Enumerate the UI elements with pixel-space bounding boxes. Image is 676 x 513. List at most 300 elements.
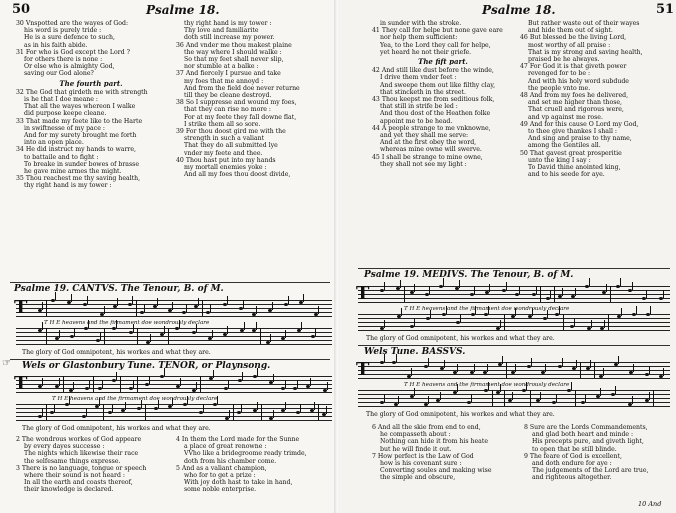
note-stem xyxy=(69,396,70,404)
note-stem xyxy=(620,278,621,286)
verse-line: he compasseth about : xyxy=(380,431,451,439)
note-stem xyxy=(540,392,541,400)
verse-line: 49 And for this cause O Lord my God, xyxy=(520,120,639,128)
note-stem xyxy=(506,282,507,290)
initial-capital-t: T xyxy=(14,297,28,318)
verse-line: 2 The wondrous workes of God appeare xyxy=(16,436,142,443)
verse-line: 50 That gavest great prosperitie xyxy=(520,149,622,157)
verse-line: among the Gentiles all. xyxy=(528,142,601,150)
note-stem xyxy=(571,382,572,390)
note-stem xyxy=(158,400,159,408)
verse-line: praised be he alwayes. xyxy=(528,56,600,64)
note-stem xyxy=(532,308,533,316)
note-stem xyxy=(663,290,664,298)
verse-line: 34 He did instruct my hands to warre, xyxy=(16,146,137,154)
left-bottom-column-1 xyxy=(16,436,168,494)
section-rule xyxy=(358,268,670,269)
music-staff xyxy=(356,359,670,380)
note-stem xyxy=(42,408,43,416)
note-stem xyxy=(500,320,501,328)
note-stem xyxy=(396,354,397,362)
note-stem xyxy=(556,394,557,402)
staff-line xyxy=(358,390,670,391)
note-stem xyxy=(502,356,503,364)
note-stem xyxy=(633,364,634,372)
staff-gloria-line: The glory of God omnipotent, his workes and what they are. xyxy=(366,411,555,418)
note-stem xyxy=(474,364,475,372)
right-verse-column-2 xyxy=(520,20,670,178)
verse-line: 8 Sure are the Lords Commandements, xyxy=(524,424,648,431)
bar-line xyxy=(168,328,169,344)
verse-line: as in his faith abide. xyxy=(24,41,88,49)
bar-line xyxy=(137,328,138,344)
note-stem xyxy=(102,380,103,388)
verse-line: 3 There is no language, tongue or speech xyxy=(16,464,147,472)
note-stem xyxy=(196,382,197,390)
note-stem xyxy=(125,402,126,410)
verse-line: that they can rise no more : xyxy=(184,106,271,114)
staff-line xyxy=(16,340,332,341)
note-stem xyxy=(301,322,302,330)
verse-line: And for my surety brought me forth xyxy=(24,132,137,140)
note-stem xyxy=(589,278,590,286)
bar-line xyxy=(120,376,121,392)
note-stem xyxy=(314,402,315,410)
verse-line: The judgements of the Lord are true, xyxy=(532,467,649,475)
note-stem xyxy=(86,408,87,416)
tune-title: Psalme 19. MEDIVS. The Tenour, B. of M. xyxy=(364,270,574,280)
note-stem xyxy=(515,364,516,372)
music-staff xyxy=(14,297,332,318)
verse-line: they shall not see my light : xyxy=(380,160,467,168)
note-stem xyxy=(54,404,55,412)
note-stem xyxy=(244,322,245,330)
note-stem xyxy=(150,334,151,342)
staff-lyric: T H E heavens and the firmament doe wondrously declare xyxy=(404,306,570,312)
note-stem xyxy=(213,370,214,378)
note-stem xyxy=(585,394,586,402)
note-stem xyxy=(663,368,664,376)
note-stem xyxy=(327,382,328,390)
note-stem xyxy=(515,308,516,316)
note-stem xyxy=(257,402,258,410)
bar-line xyxy=(63,376,64,392)
staff-line xyxy=(358,398,670,399)
bar-line xyxy=(504,390,505,406)
note-stem xyxy=(618,356,619,364)
verse-line: and glad both heart and minde : xyxy=(532,431,634,439)
note-stem xyxy=(310,378,311,386)
note-stem xyxy=(144,304,145,312)
verse-line: the people vnto me. xyxy=(528,84,591,92)
note-stem xyxy=(288,296,289,304)
music-staff xyxy=(16,404,332,422)
verse-line: 42 And still like dust before the winde, xyxy=(372,67,494,75)
note-stem xyxy=(315,328,316,336)
staff-line xyxy=(358,326,670,327)
bar-line xyxy=(540,286,541,302)
staff-line xyxy=(16,392,332,393)
music-staff xyxy=(358,314,670,332)
note-stem xyxy=(536,286,537,294)
note-stem xyxy=(460,314,461,322)
note-stem xyxy=(444,360,445,368)
note-stem xyxy=(180,378,181,386)
note-stem xyxy=(59,378,60,386)
verse-line: To breake in sunder bowes of brasse xyxy=(24,160,139,168)
verse-line: their knowledge is declared. xyxy=(24,486,114,494)
staff-line xyxy=(358,318,670,319)
note-stem xyxy=(636,306,637,314)
note-stem xyxy=(649,392,650,400)
verse-line: And sing and praise to thy name, xyxy=(528,135,632,143)
verse-line: So that my feet shall never slip, xyxy=(184,56,284,64)
note-stem xyxy=(471,394,472,402)
verse-line: but he will finde it out. xyxy=(380,445,452,453)
note-stem xyxy=(384,320,385,328)
verse-line: 44 A people strange to me vnknowne, xyxy=(372,124,491,132)
note-stem xyxy=(430,310,431,318)
music-staff xyxy=(358,390,670,408)
staff-line xyxy=(16,328,332,329)
staff-line xyxy=(16,300,332,301)
note-stem xyxy=(198,298,199,306)
note-stem xyxy=(590,360,591,368)
note-stem xyxy=(88,320,89,328)
left-verse-column-2 xyxy=(176,20,328,178)
initial-capital-t: T xyxy=(356,283,370,304)
staff-line xyxy=(16,308,332,309)
verse-line: 36 And vnder me thou makest plaine xyxy=(176,41,292,49)
verse-line: who for to get a prize : xyxy=(184,472,256,480)
verse-line: That all the wayes whereon I walke xyxy=(24,103,136,111)
verse-line: In all the earth and coasts thereof, xyxy=(24,479,133,487)
verse-line: Thy love and familiarite xyxy=(184,27,259,35)
verse-line: to open that be still blinde. xyxy=(532,445,617,453)
verse-line: and set me higher than those, xyxy=(528,99,622,107)
tune-title: Wels Tune. BASSVS. xyxy=(364,347,466,357)
verse-line: is he that I doe meane : xyxy=(24,96,98,104)
verse-line: Yea, to the Lord they call for helpe, xyxy=(380,41,491,49)
verse-line: For at my feete they fall downe flat, xyxy=(184,113,297,121)
staff-line xyxy=(358,362,670,363)
verse-line: my foes that me annoyd : xyxy=(184,77,264,85)
note-stem xyxy=(526,382,527,390)
note-stem xyxy=(621,308,622,316)
verse-line: 5 And as a valiant champion, xyxy=(176,464,267,472)
staff-line xyxy=(358,322,670,323)
note-stem xyxy=(562,358,563,366)
verse-line: 33 That made my feete like to the Harte xyxy=(16,117,143,125)
note-stem xyxy=(217,396,218,404)
note-stem xyxy=(615,386,616,394)
initial-capital-t: T xyxy=(14,373,28,394)
note-stem xyxy=(512,392,513,400)
note-stem xyxy=(459,280,460,288)
staff-line xyxy=(358,302,670,303)
part-heading: The fift part. xyxy=(418,58,468,66)
verse-line: and righteous altogether. xyxy=(532,474,612,482)
note-stem xyxy=(112,404,113,412)
note-stem xyxy=(133,324,134,332)
note-stem xyxy=(227,296,228,304)
verse-line: And thou dost of the Heathen folke xyxy=(380,110,491,118)
verse-line: 47 For God it is that giveth power xyxy=(520,63,627,71)
tune-title: Wels or Glastonbury Tune. TENOR, or Playnsong. xyxy=(22,361,271,371)
staff-gloria-line: The glory of God omnipotent, his workes and what they are. xyxy=(366,335,555,342)
verse-line: yet heard he not their griefe. xyxy=(380,48,472,56)
bar-line xyxy=(504,314,505,330)
note-stem xyxy=(133,380,134,388)
note-stem xyxy=(104,306,105,314)
left-page-number: 50 xyxy=(12,2,31,17)
verse-line: But rather waste out of their wayes xyxy=(528,20,640,27)
bar-line xyxy=(46,300,47,316)
verse-line: in swiftnesse of my pace : xyxy=(24,124,105,132)
verse-line: With joy doth hast to take in hand, xyxy=(184,479,293,487)
note-stem xyxy=(489,284,490,292)
note-stem xyxy=(398,396,399,404)
staff-line xyxy=(16,312,332,313)
note-stem xyxy=(531,358,532,366)
verse-line: That they do all submitted lye xyxy=(184,142,278,150)
verse-line: nor stumble at a balke : xyxy=(184,63,259,71)
note-stem xyxy=(71,294,72,302)
verse-line: till they be cleane destroyd. xyxy=(184,92,272,100)
note-stem xyxy=(440,392,441,400)
music-staff xyxy=(356,283,670,304)
note-stem xyxy=(74,328,75,336)
verse-line: doth still increase my power. xyxy=(184,34,275,42)
verse-line: most worthy of all praise : xyxy=(528,41,611,49)
staff-lyric: T H E heavens and the firmament doe wondrously declare xyxy=(52,396,218,402)
note-stem xyxy=(132,296,133,304)
note-stem xyxy=(632,282,633,290)
left-verse-column-1 xyxy=(16,20,166,190)
note-stem xyxy=(157,298,158,306)
note-stem xyxy=(196,324,197,332)
note-stem xyxy=(474,286,475,294)
note-stem xyxy=(414,284,415,292)
verse-line: and doth endure for aye : xyxy=(532,460,612,468)
verse-line: 9 The feare of God is excellent, xyxy=(524,452,622,460)
verse-line: to thee give thankes I shall : xyxy=(528,128,617,136)
verse-line: 43 Thou keepst me from seditious folk, xyxy=(372,96,495,104)
note-stem xyxy=(186,304,187,312)
note-stem xyxy=(89,380,90,388)
verse-line: and to his seede for aye. xyxy=(528,171,605,179)
staff-line xyxy=(358,406,670,407)
bar-line xyxy=(261,404,262,420)
verse-line: VVho like a bridegroome ready trimde, xyxy=(184,450,307,458)
verse-line: revenged for to be : xyxy=(528,70,591,78)
note-stem xyxy=(257,368,258,376)
bar-line xyxy=(200,376,201,392)
pointing-hand-icon: ☞ xyxy=(2,358,11,369)
note-stem xyxy=(117,298,118,306)
bar-line xyxy=(653,390,654,406)
note-stem xyxy=(179,320,180,328)
verse-line: He is a sure defence to such, xyxy=(24,34,115,42)
staff-line xyxy=(16,316,332,317)
verse-line: 4 In them the Lord made for the Sunne xyxy=(176,436,300,443)
right-page-number: 51 xyxy=(656,2,675,17)
note-stem xyxy=(297,380,298,388)
note-stem xyxy=(149,376,150,384)
note-stem xyxy=(256,306,257,314)
note-stem xyxy=(550,290,551,298)
right-page xyxy=(338,0,676,513)
note-stem xyxy=(400,280,401,288)
note-stem xyxy=(172,302,173,310)
bar-line xyxy=(104,328,105,344)
verse-line: his word is purely tride : xyxy=(24,27,102,35)
tune-title: Psalme 19. CANTVS. The Tenour, B. of M. xyxy=(14,284,224,294)
bar-line xyxy=(136,300,137,316)
note-stem xyxy=(500,384,501,392)
note-stem xyxy=(141,400,142,408)
verse-line: appoint me to be head. xyxy=(380,117,453,125)
verse-line: for others there is none : xyxy=(24,56,103,64)
note-stem xyxy=(116,320,117,328)
staff-line xyxy=(16,412,332,413)
staff-line xyxy=(16,416,332,417)
staff-line xyxy=(358,374,670,375)
verse-line: and yet they shall me serve: xyxy=(380,132,469,140)
note-stem xyxy=(545,364,546,372)
note-stem xyxy=(384,354,385,362)
note-stem xyxy=(487,364,488,372)
note-stem xyxy=(42,302,43,310)
note-stem xyxy=(428,396,429,404)
note-stem xyxy=(243,300,244,308)
verse-line: 38 So I suppresse and wound my foes, xyxy=(176,99,297,107)
note-stem xyxy=(73,382,74,390)
verse-line: 48 And from my foes he delivered, xyxy=(520,92,629,100)
bar-line xyxy=(580,362,581,378)
verse-line: I strike them all so sore. xyxy=(184,120,261,128)
bar-line xyxy=(233,404,234,420)
music-staff xyxy=(14,373,332,394)
note-stem xyxy=(604,320,605,328)
verse-line: thy right hand is my tower : xyxy=(24,182,112,190)
note-stem xyxy=(229,410,230,418)
verse-line: 7 How perfect is the Law of God xyxy=(372,452,474,460)
note-stem xyxy=(303,294,304,302)
note-stem xyxy=(632,396,633,404)
note-stem xyxy=(429,286,430,294)
verse-line: 30 Vnspotted are the wayes of God: xyxy=(16,20,129,27)
note-stem xyxy=(606,284,607,292)
note-stem xyxy=(164,326,165,334)
verse-line: by every dayes successe : xyxy=(24,443,105,451)
note-stem xyxy=(649,366,650,374)
verse-line: unto the king I say : xyxy=(528,156,591,164)
note-stem xyxy=(99,398,100,406)
note-stem xyxy=(318,306,319,314)
verse-line: the selfesame things expresse. xyxy=(24,457,121,465)
staff-line xyxy=(358,378,670,379)
verse-line: into an open place. xyxy=(24,139,84,147)
bar-line xyxy=(103,404,104,420)
verse-line: vnder my feete and thee. xyxy=(184,149,263,157)
verse-line: in sunder with the stroke. xyxy=(380,20,462,27)
note-stem xyxy=(574,318,575,326)
note-stem xyxy=(414,318,415,326)
verse-line: And from the field doe never returne xyxy=(184,84,300,92)
note-stem xyxy=(256,322,257,330)
note-stem xyxy=(42,322,43,330)
bar-line xyxy=(563,314,564,330)
verse-line: His precepts pure, and giveth light, xyxy=(532,438,644,446)
bar-line xyxy=(594,362,595,378)
note-stem xyxy=(326,406,327,414)
bar-line xyxy=(492,390,493,406)
note-stem xyxy=(650,306,651,314)
section-rule xyxy=(10,282,330,283)
verse-line: whereas mine owne will swerve. xyxy=(380,146,482,154)
bar-line xyxy=(93,376,94,392)
note-stem xyxy=(228,380,229,388)
staff-gloria-line: The glory of God omnipotent, his workes and what they are. xyxy=(22,425,211,432)
note-stem xyxy=(562,288,563,296)
note-stem xyxy=(172,398,173,406)
verse-line: 6 And all the skie from end to end, xyxy=(372,424,481,431)
note-stem xyxy=(384,394,385,402)
verse-line: the way where I should walke : xyxy=(184,48,282,56)
note-stem xyxy=(100,332,101,340)
note-stem xyxy=(414,388,415,396)
note-stem xyxy=(457,364,458,372)
verse-line: nor help them sufficient: xyxy=(380,34,458,42)
verse-line: a place of great renowne : xyxy=(184,443,267,451)
verse-line: he gave mine armes the might. xyxy=(24,168,122,176)
note-stem xyxy=(212,330,213,338)
staff-line xyxy=(358,394,670,395)
note-stem xyxy=(488,306,489,314)
note-stem xyxy=(164,368,165,376)
bar-line xyxy=(530,390,531,406)
verse-line: And with his holy word subdude xyxy=(528,77,629,85)
verse-line: my mortall enemies yoke : xyxy=(184,164,267,172)
verse-line: I drive them vnder feet : xyxy=(380,74,457,82)
bar-line xyxy=(318,404,319,420)
staff-line xyxy=(16,420,332,421)
staff-lyric: T H E heavens and the firmament doe wondrously declare xyxy=(44,320,210,326)
verse-line: To David thine anointed king, xyxy=(528,164,621,172)
note-stem xyxy=(241,404,242,412)
note-stem xyxy=(401,308,402,316)
staff-line xyxy=(16,344,332,345)
verse-line: to battaile and to fight : xyxy=(24,153,99,161)
note-stem xyxy=(547,310,548,318)
verse-line: 37 And fiercely I pursue and take xyxy=(176,70,281,78)
bar-line xyxy=(260,328,261,344)
verse-line: 46 But blessed be the living Lord, xyxy=(520,34,627,42)
note-stem xyxy=(242,372,243,380)
note-stem xyxy=(210,304,211,312)
verse-line: And all my foes thou doost divide, xyxy=(184,171,291,179)
note-stem xyxy=(285,380,286,388)
note-stem xyxy=(384,282,385,290)
verse-line: saving our God alone? xyxy=(24,70,94,78)
bar-line xyxy=(575,390,576,406)
verse-line: doth from his chamber come. xyxy=(184,457,277,465)
note-stem xyxy=(42,378,43,386)
bar-line xyxy=(506,362,507,378)
bar-line xyxy=(46,328,47,344)
verse-line: 45 I shall be strange to mine owne, xyxy=(372,153,483,161)
